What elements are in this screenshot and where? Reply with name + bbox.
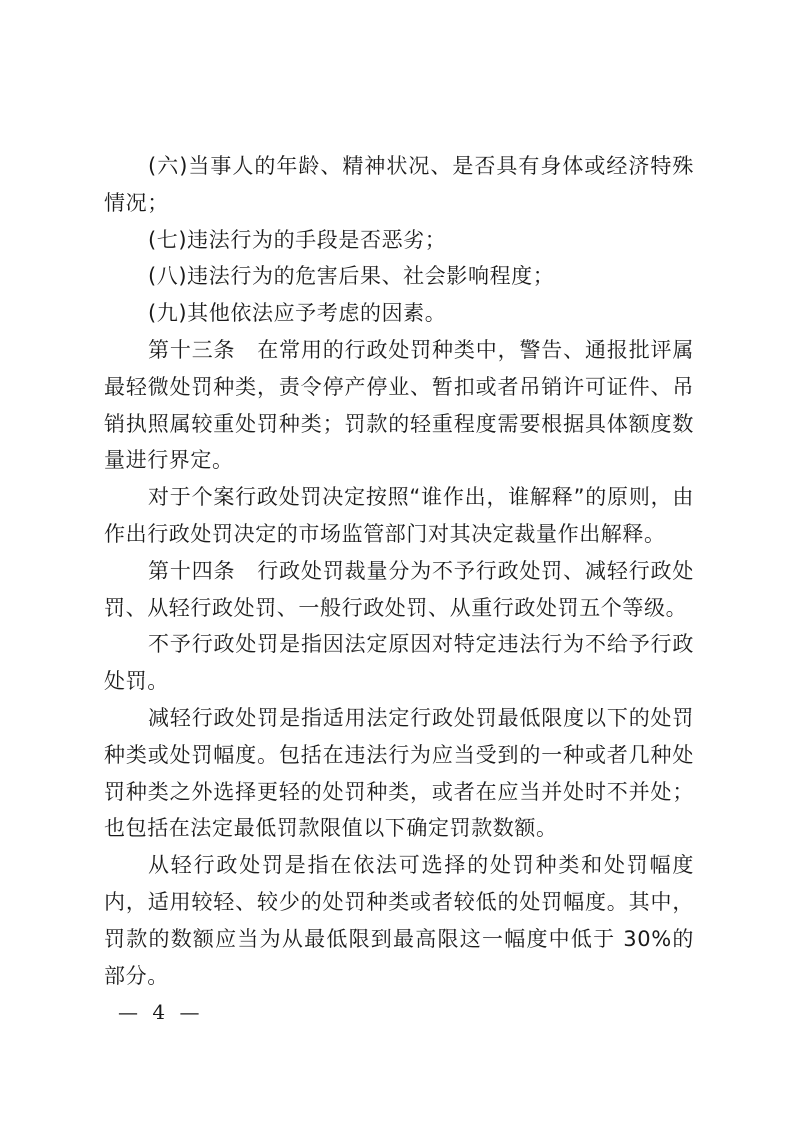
- paragraph: (九)其他依法应予考虑的因素。: [148, 301, 447, 326]
- paragraph: 对于个案行政处罚决定按照“谁作出，谁解释”的原则，由作出行政处罚决定的市场监管部门对其决定裁量作出解释。: [104, 485, 694, 546]
- document-body: [104, 148, 694, 994]
- paragraph: 从轻行政处罚是指在依法可选择的处罚种类和处罚幅度内，适用较轻、较少的处罚种类或者较低的处罚幅度。其中，罚款的数额应当为从最低限到最高限这一幅度中低于 30%的部分。: [104, 853, 694, 988]
- page-number: — 4 —: [118, 1000, 204, 1024]
- article-14-paragraph: 第十四条 行政处罚裁量分为不予行政处罚、减轻行政处罚、从轻行政处罚、一般行政处罚、从重行政处罚五个等级。: [104, 558, 694, 620]
- paragraph: (六)当事人的年龄、精神状况、是否具有身体或经济特殊情况；: [104, 154, 694, 215]
- paragraph: (八)违法行为的危害后果、社会影响程度；: [148, 264, 555, 289]
- paragraph: 不予行政处罚是指因法定原因对特定违法行为不给予行政处罚。: [104, 632, 694, 694]
- paragraph: (七)违法行为的手段是否恶劣；: [148, 227, 447, 252]
- paragraph: 减轻行政处罚是指适用法定行政处罚最低限度以下的处罚种类或处罚幅度。包括在违法行为应当受到的一种或者几种处罚种类之外选择更轻的处罚种类，或者在应当并处时不并处；也包括在法定最低罚款限值以下确定罚款数额。: [104, 705, 694, 841]
- article-13-paragraph: 第十三条 在常用的行政处罚种类中，警告、通报批评属最轻微处罚种类，责令停产停业、暂扣或者吊销许可证件、吊销执照属较重处罚种类；罚款的轻重程度需要根据具体额度数量进行界定。: [104, 337, 694, 473]
